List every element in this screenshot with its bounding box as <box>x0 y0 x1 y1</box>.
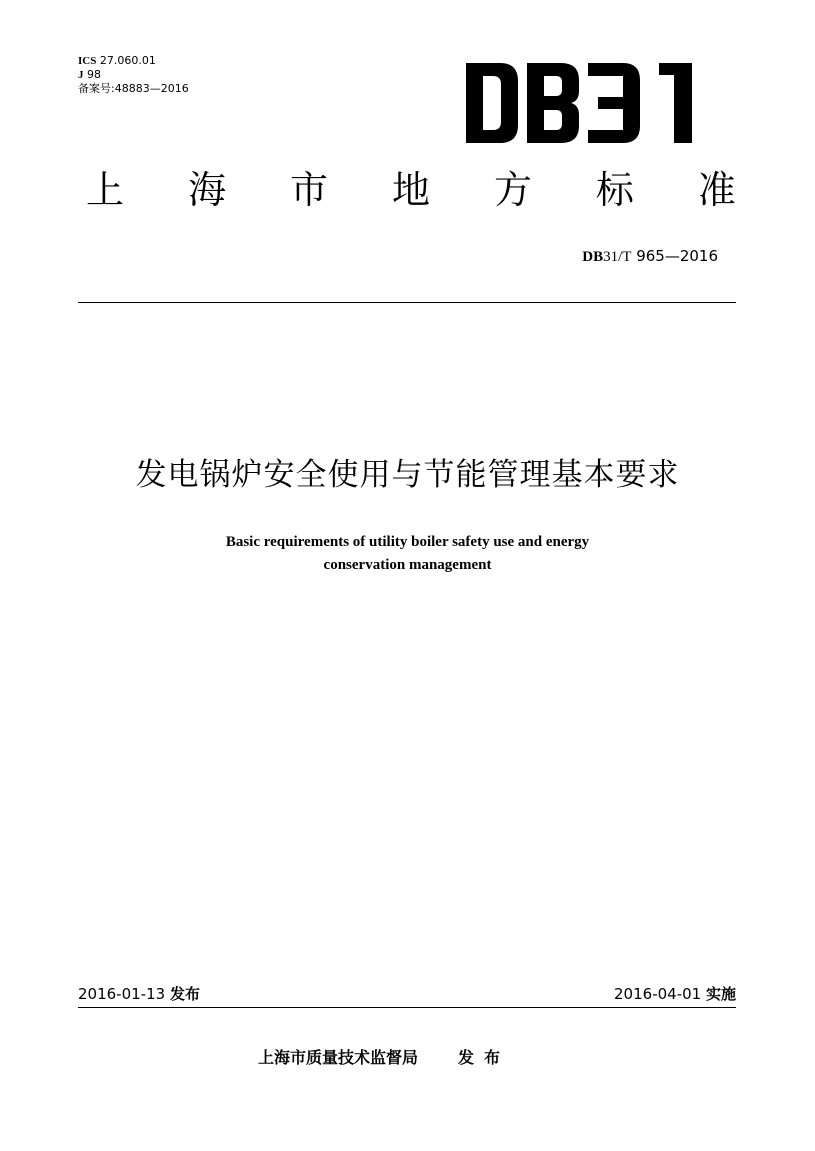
j-line <box>78 68 189 82</box>
j-label: J <box>78 69 84 81</box>
english-title-line: conservation management <box>323 557 492 573</box>
standard-type-char: 海 <box>187 168 226 212</box>
standard-type-char: 地 <box>391 168 430 212</box>
document-metadata <box>78 54 189 95</box>
publisher-action: 发布 <box>458 1048 511 1067</box>
issue-label: 发布 <box>169 985 200 1003</box>
implement-label: 实施 <box>705 985 736 1003</box>
header-divider <box>78 302 736 303</box>
document-title-english <box>0 531 815 577</box>
ics-label: ICS <box>78 55 97 67</box>
ics-code: 27.060.01 <box>99 54 156 67</box>
standard-type-char: 上 <box>86 168 125 212</box>
standard-type-char: 市 <box>289 168 328 212</box>
standard-number-mid: 31/T <box>603 249 632 265</box>
implement-date-line <box>614 985 736 1003</box>
issue-date-line <box>78 985 200 1003</box>
issue-date: 2016-01-13 <box>78 985 166 1003</box>
english-title-line: Basic requirements of utility boiler safety use and energy <box>225 534 590 550</box>
document-title-chinese: 发电锅炉安全使用与节能管理基本要求 <box>135 457 680 493</box>
db31-logo <box>466 63 692 143</box>
record-number: 备案号:48883—2016 <box>78 82 189 95</box>
standard-number-prefix: DB <box>582 249 604 265</box>
publisher-line <box>258 1048 510 1068</box>
standard-type-char: 标 <box>595 168 634 212</box>
standard-number-suffix: 965—2016 <box>631 247 718 265</box>
ics-line <box>78 54 189 68</box>
standard-type-char: 方 <box>493 168 532 212</box>
standard-number <box>582 247 718 266</box>
implement-date: 2016-04-01 <box>614 985 702 1003</box>
standard-type-char: 准 <box>697 168 736 212</box>
publisher-name: 上海市质量技术监督局 <box>258 1048 419 1067</box>
standard-type-heading <box>86 168 736 212</box>
j-code: 98 <box>87 68 101 81</box>
footer-divider <box>78 1007 736 1008</box>
